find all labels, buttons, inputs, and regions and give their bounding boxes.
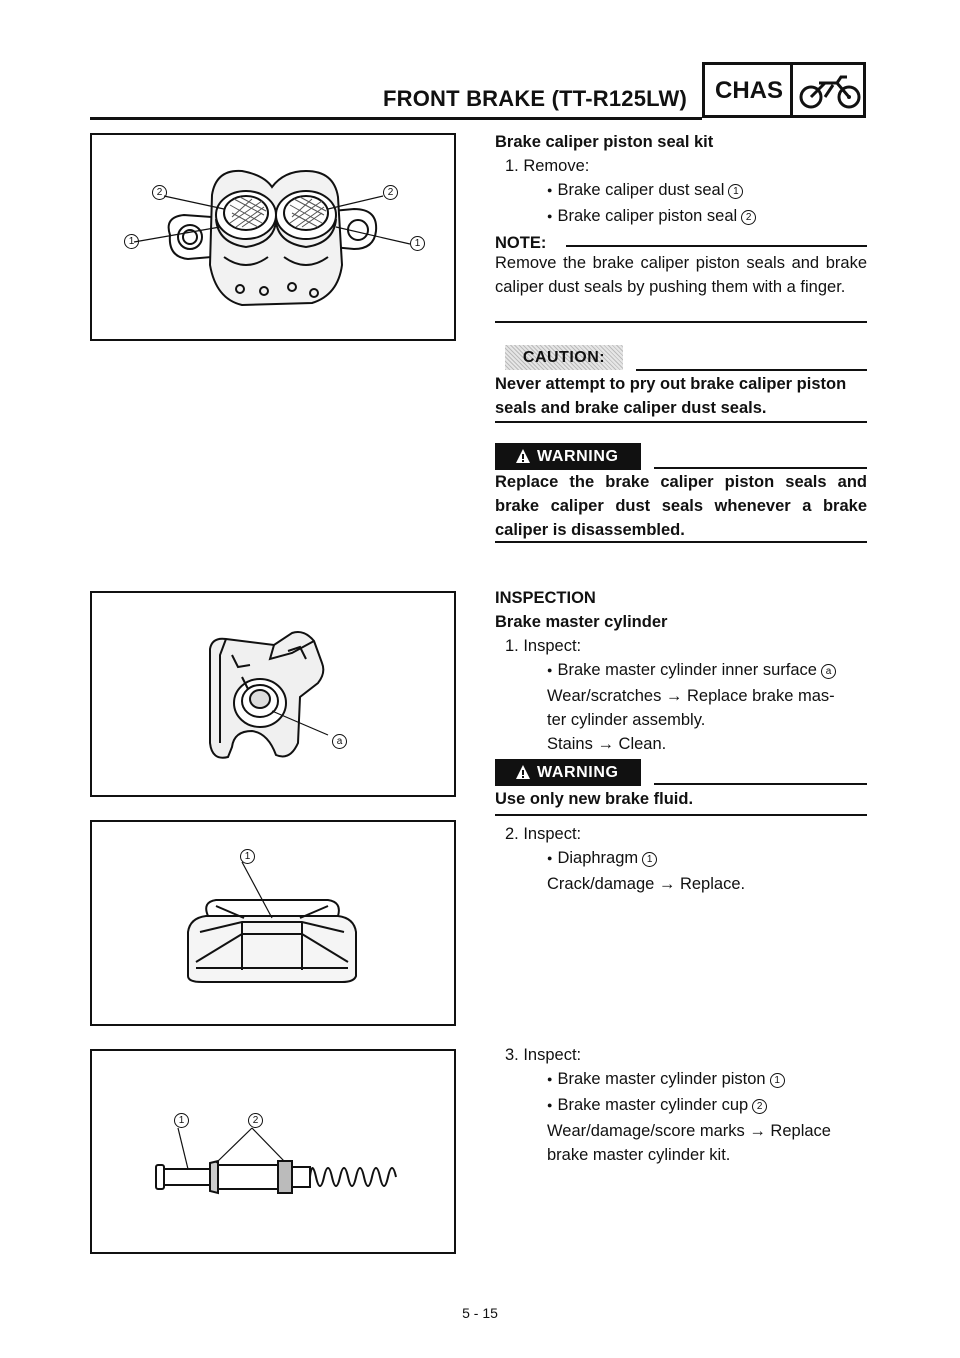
callout-a: a	[332, 734, 347, 749]
callout-1-right: 1	[410, 236, 425, 251]
list-item: ● Brake master cylinder piston 1	[495, 1067, 867, 1093]
callout-1: 1	[174, 1113, 189, 1128]
motorcycle-icon	[797, 71, 863, 113]
caution-rule-bottom	[495, 421, 867, 423]
list-item: ● Brake master cylinder cup 2	[495, 1093, 867, 1119]
figure-brake-caliper	[90, 133, 456, 341]
header-rule	[90, 117, 702, 120]
note-label: NOTE:	[495, 234, 547, 252]
warning-badge	[495, 443, 641, 470]
step-remove: 1. Remove:	[505, 157, 590, 175]
inspect-diaphragm-section	[495, 822, 867, 896]
inspection-section	[495, 586, 867, 756]
warning-rule-bottom	[495, 814, 867, 816]
section-label: CHAS	[715, 77, 784, 104]
warning-icon	[515, 764, 531, 780]
inspection-line: brake master cylinder kit.	[547, 1146, 731, 1164]
step-inspect: 3. Inspect:	[505, 1046, 582, 1064]
list-item: ● Brake caliper dust seal 1	[495, 178, 867, 204]
list-item: ● Brake caliper piston seal 2	[495, 204, 867, 230]
seal-kit-section	[495, 130, 867, 230]
page-title: FRONT BRAKE (TT-R125LW)	[383, 86, 688, 111]
inspection-line: Wear/damage/score marks → Replace	[547, 1122, 831, 1140]
warning-rule-top	[654, 783, 867, 785]
figure-master-cylinder	[90, 591, 456, 797]
warning-label: WARNING	[537, 448, 619, 465]
step-inspect: 2. Inspect:	[505, 825, 582, 843]
callout-1-left: 1	[124, 234, 139, 249]
warning-icon	[515, 448, 531, 464]
note-text: Remove the brake caliper piston seals and brake caliper dust seals by pushing them with a finger.	[495, 254, 867, 296]
caution-badge: CAUTION:	[505, 345, 623, 370]
figure-piston	[90, 1049, 456, 1254]
inspection-line: Wear/scratches → Replace brake mas-	[547, 687, 835, 705]
list-item: ● Diaphragm 1	[495, 846, 867, 872]
note-rule-top	[566, 245, 867, 247]
inspection-line: Crack/damage → Replace.	[547, 875, 746, 893]
figure-diaphragm	[90, 820, 456, 1026]
warning-badge	[495, 759, 641, 786]
warning-text: Use only new brake fluid.	[495, 790, 694, 808]
inspection-line: Stains → Clean.	[547, 735, 667, 753]
inspect-piston-section	[495, 1043, 867, 1167]
note-rule-bottom	[495, 321, 867, 323]
page-number: 5 - 15	[462, 1305, 498, 1321]
inspection-subheading: Brake master cylinder	[495, 613, 668, 631]
section-divider	[790, 65, 793, 115]
callout-2-left: 2	[152, 185, 167, 200]
warning-rule-top	[654, 467, 867, 469]
step-inspect: 1. Inspect:	[505, 637, 582, 655]
caution-text: Never attempt to pry out brake caliper piston seals and brake caliper dust seals.	[495, 375, 847, 417]
list-item: ● Brake master cylinder inner surface a	[495, 658, 867, 684]
callout-2-right: 2	[383, 185, 398, 200]
callout-1: 1	[240, 849, 255, 864]
warning-text: Replace the brake caliper piston seals and brake caliper dust seals whenever a brake caliper is disassembled.	[495, 473, 867, 539]
inspection-heading: INSPECTION	[495, 589, 596, 607]
callout-2: 2	[248, 1113, 263, 1128]
warning-rule-bottom	[495, 541, 867, 543]
warning-label: WARNING	[537, 764, 619, 781]
section-heading: Brake caliper piston seal kit	[495, 133, 714, 151]
caution-rule-top	[636, 369, 867, 371]
inspection-line: ter cylinder assembly.	[547, 711, 706, 729]
section-badge	[702, 62, 866, 118]
